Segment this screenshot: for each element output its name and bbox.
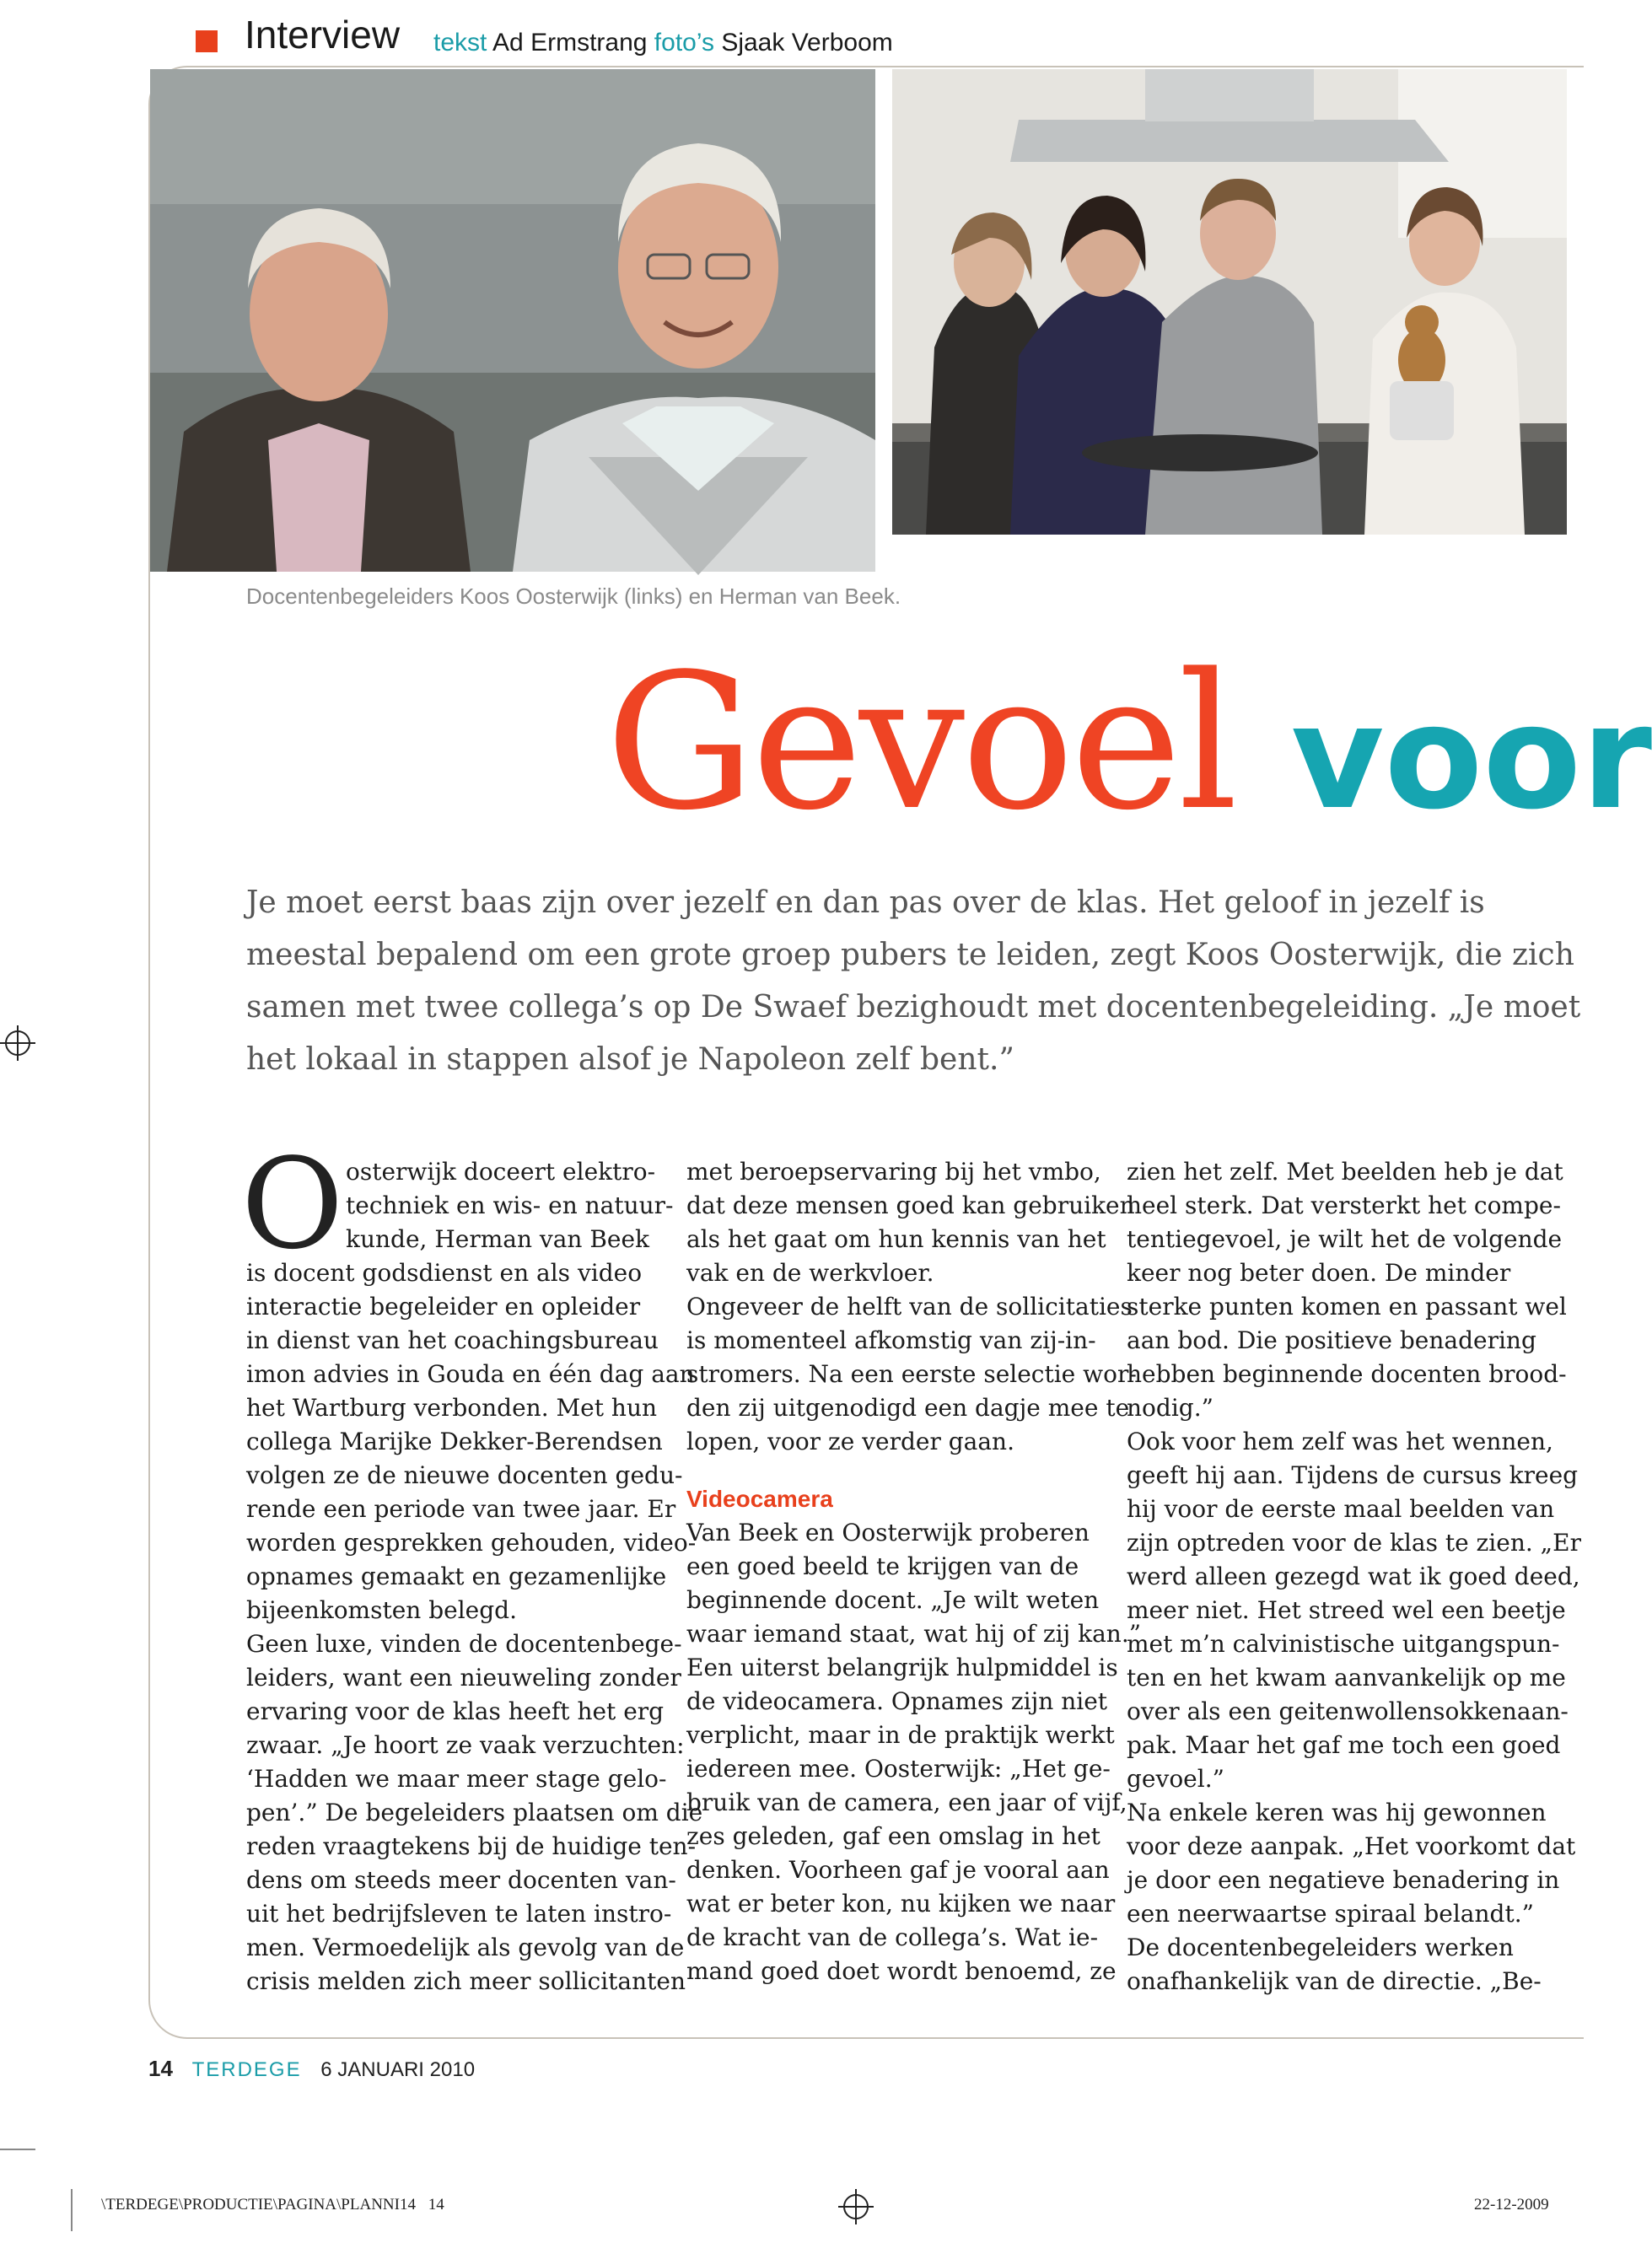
portrait-photo-illustration [150, 69, 875, 572]
body-line: opnames gemaakt en gezamenlijke [246, 1563, 667, 1590]
lede-line: samen met twee collega’s op De Swaef bezighoudt met docentenbegeleiding. „Je moet [246, 990, 1581, 1025]
body-line: de videocamera. Opnames zijn niet [686, 1687, 1108, 1715]
crop-mark [71, 2189, 73, 2231]
body-line: waar iemand staat, wat hij of zij kan.” [686, 1620, 1142, 1648]
body-line: lopen, voor ze verder gaan. [686, 1428, 1014, 1455]
body-line: het Wartburg verbonden. Met hun [246, 1394, 658, 1422]
body-line: osterwijk doceert elektro- [346, 1158, 656, 1186]
issue-date: 6 JANUARI 2010 [320, 2058, 476, 2081]
body-line: ten en het kwam aanvankelijk op me [1127, 1664, 1566, 1692]
body-line: heel sterk. Dat versterkt het compe- [1127, 1191, 1561, 1219]
body-line: Van Beek en Oosterwijk proberen [686, 1519, 1090, 1546]
body-line: zijn optreden voor de klas te zien. „Er [1127, 1529, 1581, 1557]
body-line: pak. Maar het gaf me toch een goed [1127, 1731, 1561, 1759]
body-column-2 [686, 1155, 1142, 1988]
body-line: wat er beter kon, nu kijken we naar [686, 1890, 1116, 1918]
author-name: Ad Ermstrang [492, 29, 648, 56]
body-line: zien het zelf. Met beelden heb je dat [1127, 1158, 1563, 1186]
kitchen-photo [892, 69, 1567, 535]
slug-date: 22-12-2009 [1474, 2196, 1549, 2213]
body-line: de kracht van de collega’s. Wat ie- [686, 1923, 1099, 1951]
body-line: meer niet. Het streed wel een beetje [1127, 1596, 1566, 1624]
body-line: ervaring voor de klas heeft het erg [246, 1697, 665, 1725]
body-line: Een uiterst belangrijk hulpmiddel is [686, 1654, 1118, 1681]
body-line: collega Marijke Dekker-Berendsen [246, 1428, 663, 1455]
body-line: leiders, want een nieuweling zonder [246, 1664, 681, 1692]
body-line: een neerwaartse spiraal belandt.” [1127, 1900, 1534, 1928]
body-line: zes geleden, gaf een omslag in het [686, 1822, 1100, 1850]
body-line: hij voor de eerste maal beelden van [1127, 1495, 1555, 1523]
body-line: gevoel.” [1127, 1765, 1224, 1793]
portrait-photo [150, 69, 875, 572]
body-line: dat deze mensen goed kan gebruiken [686, 1191, 1135, 1219]
body-line: worden gesprekken gehouden, video- [246, 1529, 697, 1557]
body-line: werd alleen gezegd wat ik goed deed, [1127, 1563, 1580, 1590]
body-line: volgen ze de nieuwe docenten gedu- [246, 1461, 683, 1489]
slug-path: \TERDEGE\PRODUCTIE\PAGINA\PLANNI14 [101, 2196, 416, 2213]
body-line: techniek en wis- en natuur- [346, 1191, 674, 1219]
registration-mark-icon [5, 1030, 30, 1056]
photo-caption: Docentenbegeleiders Koos Oosterwijk (links) en Herman van Beek. [246, 584, 901, 609]
body-line: crisis melden zich meer sollicitanten [246, 1967, 686, 1995]
body-line: als het gaat om hun kennis van het [686, 1225, 1106, 1253]
body-line: interactie begeleider en opleider [246, 1293, 641, 1321]
lede-line: het lokaal in stappen alsof je Napoleon zelf bent.” [246, 1042, 1014, 1077]
body-line: hebben beginnende docenten brood- [1127, 1360, 1567, 1388]
body-column-3 [1127, 1155, 1581, 1998]
photo-credit-label: foto’s [654, 29, 714, 56]
body-line: over als een geitenwollensokkenaan- [1127, 1697, 1569, 1725]
body-line: onafhankelijk van de directie. „Be- [1127, 1967, 1542, 1995]
body-line: Ongeveer de helft van de sollicitaties [686, 1293, 1133, 1321]
body-line: mand goed doet wordt benoemd, ze [686, 1957, 1117, 1985]
registration-mark-icon [843, 2194, 869, 2219]
lede-paragraph [246, 877, 1581, 1086]
body-line: geeft hij aan. Tijdens de cursus kreeg [1127, 1461, 1579, 1489]
subheading: Videocamera [686, 1486, 833, 1512]
body-line: rende een periode van twee jaar. Er [246, 1495, 676, 1523]
body-line: nodig.” [1127, 1394, 1213, 1422]
body-line: dens om steeds meer docenten van- [246, 1866, 676, 1894]
magazine-name: TERDEGE [191, 2058, 302, 2081]
body-line: ‘Hadden we maar meer stage gelo- [246, 1765, 667, 1793]
body-line: voor deze aanpak. „Het voorkomt dat [1127, 1832, 1576, 1860]
text-credit-label: tekst [433, 29, 487, 56]
body-line: reden vraagtekens bij de huidige ten- [246, 1832, 697, 1860]
drop-cap: O [241, 1132, 344, 1277]
body-line: met m’n calvinistische uitgangspun- [1127, 1630, 1560, 1658]
body-line: keer nog beter doen. De minder [1127, 1259, 1511, 1287]
kitchen-photo-illustration [892, 69, 1567, 535]
body-line: tentiegevoel, je wilt het de volgende [1127, 1225, 1563, 1253]
body-line: bruik van de camera, een jaar of vijf, [686, 1788, 1127, 1816]
crop-mark [0, 2149, 35, 2150]
headline-word-2: voor [1290, 675, 1652, 842]
photographer-name: Sjaak Verboom [721, 29, 893, 56]
body-line: kunde, Herman van Beek [346, 1225, 650, 1253]
credits-line [433, 29, 893, 57]
lede-line: meestal bepalend om een grote groep pubers te leiden, zegt Koos Oosterwijk, die zich [246, 938, 1574, 972]
body-line: Na enkele keren was hij gewonnen [1127, 1799, 1547, 1826]
slug-page: 14 [428, 2196, 444, 2213]
page-footer [148, 2056, 475, 2082]
print-slug-path [101, 2196, 444, 2214]
body-line: bijeenkomsten belegd. [246, 1596, 518, 1624]
body-line: pen’.” De begeleiders plaatsen om die [246, 1799, 703, 1826]
headline-word-1: Gevoel [605, 634, 1235, 852]
body-line: zwaar. „Je hoort ze vaak verzuchten: [246, 1731, 685, 1759]
body-line: uit het bedrijfsleven te laten instro- [246, 1900, 672, 1928]
body-line: is docent godsdienst en als video [246, 1259, 643, 1287]
body-line: met beroepservaring bij het vmbo, [686, 1158, 1101, 1186]
body-line: stromers. Na een eerste selectie wor- [686, 1360, 1137, 1388]
body-line: den zij uitgenodigd een dagje mee te [686, 1394, 1130, 1422]
section-marker-square [196, 30, 218, 52]
body-line: beginnende docent. „Je wilt weten [686, 1586, 1100, 1614]
body-column-1 [241, 1132, 703, 1998]
body-line: denken. Voorheen gaf je vooral aan [686, 1856, 1110, 1884]
body-line: iedereen mee. Oosterwijk: „Het ge- [686, 1755, 1111, 1783]
body-line: is momenteel afkomstig van zij-in- [686, 1326, 1096, 1354]
headline [605, 634, 1652, 852]
page-number: 14 [148, 2056, 173, 2081]
section-label: Interview [245, 13, 401, 56]
body-line: imon advies in Gouda en één dag aan [246, 1360, 695, 1388]
body-line: sterke punten komen en passant wel [1127, 1293, 1567, 1321]
body-line: Geen luxe, vinden de docentenbege- [246, 1630, 682, 1658]
body-line: je door een negatieve benadering in [1127, 1866, 1560, 1894]
body-line: vak en de werkvloer. [686, 1259, 934, 1287]
body-line: De docentenbegeleiders werken [1127, 1934, 1514, 1961]
body-line: men. Vermoedelijk als gevolg van de [246, 1934, 685, 1961]
body-line: verplicht, maar in de praktijk werkt [686, 1721, 1115, 1749]
body-line: een goed beeld te krijgen van de [686, 1552, 1079, 1580]
lede-line: Je moet eerst baas zijn over jezelf en dan pas over de klas. Het geloof in jezelf is [246, 885, 1485, 920]
body-line: Ook voor hem zelf was het wennen, [1127, 1428, 1553, 1455]
body-line: aan bod. Die positieve benadering [1127, 1326, 1536, 1354]
body-line: in dienst van het coachingsbureau [246, 1326, 659, 1354]
